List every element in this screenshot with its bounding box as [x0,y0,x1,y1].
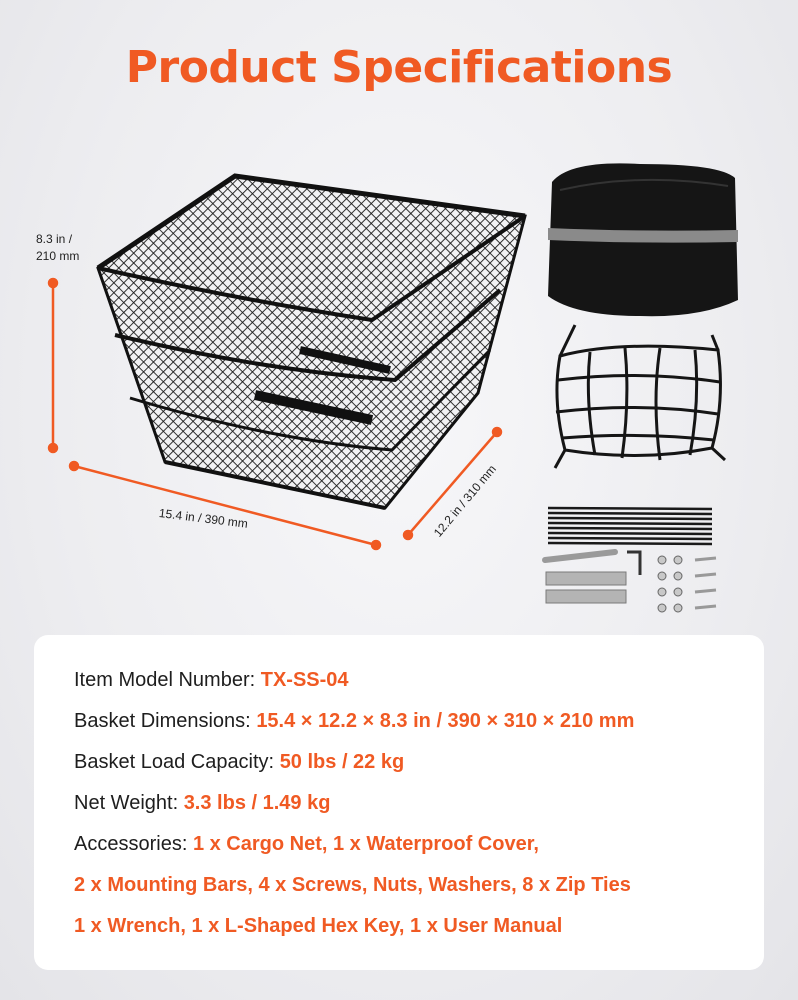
spec-accessories-line3: 1 x Wrench, 1 x L-Shaped Hex Key, 1 x User Manual [74,915,563,937]
zip-ties [548,508,712,544]
spec-net-weight: Net Weight: 3.3 lbs / 1.49 kg [74,792,331,814]
height-dimension-label: 8.3 in / 210 mm [36,232,80,263]
spec-load-capacity: Basket Load Capacity: 50 lbs / 22 kg [74,751,405,773]
spec-accessories: Accessories: 1 x Cargo Net, 1 x Waterproof Cover, [74,833,539,855]
page-title: Product Specifications [125,42,673,93]
hardware-kit [545,552,716,612]
waterproof-cover [548,163,738,316]
depth-dimension-label: 12.2 in / 310 mm [430,462,499,540]
cargo-net [555,325,725,468]
spec-basket-dimensions: Basket Dimensions: 15.4 × 12.2 × 8.3 in / 390 × 310 × 210 mm [74,710,635,732]
wire-basket [98,176,525,508]
spec-accessories-line2: 2 x Mounting Bars, 4 x Screws, Nuts, Washers, 8 x Zip Ties [74,874,631,896]
specifications-card [34,635,764,970]
width-dimension-label: 15.4 in / 390 mm [158,505,249,531]
spec-model-number: Item Model Number: TX-SS-04 [74,669,349,691]
